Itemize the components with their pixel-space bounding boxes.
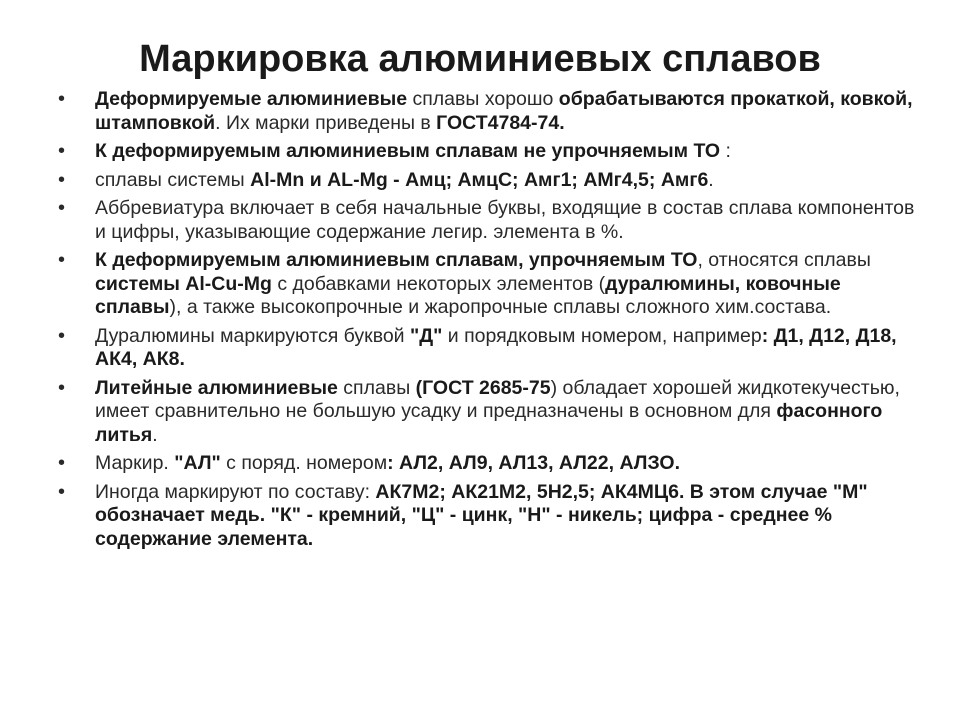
bold-text-segment: Al-Mn и AL-Mg - Амц; АмцС; Амг1; АМг4,5; Амг6 [250,168,709,191]
bold-text-segment: АК7М2; АК21М2, 5Н2,5; АК4МЦ6. В этом случае "М" обозначает медь. "К" - кремний, "Ц" - цинк, "Н" - никель; цифра - среднее % содержание элемента. [95,480,868,550]
bullet-item [58,249,918,320]
bold-text-segment: : АЛ2, АЛ9, АЛ13, АЛ22, АЛЗО. [387,452,681,474]
text-segment: сплавы [337,376,416,399]
bold-text-segment: ГОСТ4784-74. [436,111,565,134]
bold-text-segment: дуралюмины, ковочные сплавы [95,272,841,318]
bold-text-segment: : Д1, Д12, Д18, АК4, АК8. [95,324,897,370]
bold-text-segment: К деформируемым алюминиевым сплавам не упрочняемым ТО [95,140,721,162]
bullet-dot-icon: • [58,324,66,347]
bullet-dot-icon: • [58,140,66,162]
text-segment: , относятся сплавы [697,249,871,271]
bullet-item [58,481,918,552]
text-segment: : [720,140,731,162]
bullet-item [58,325,918,372]
bold-text-segment: Деформируемые алюминиевые [95,88,408,110]
bullet-text [95,88,913,134]
text-segment: . [708,168,714,191]
text-segment: с поряд. номером [220,452,388,474]
text-segment: Аббревиатура включает в себя начальные буквы, входящие в состав сплава компонентов и цифры, указывающие содержание легир. элемента в %. [95,197,915,243]
bold-text-segment: фасонного литья [95,400,883,446]
text-segment: Иногда маркируют по составу: [95,480,376,503]
bullet-text [95,325,897,371]
text-segment: . [152,423,158,446]
text-segment: и порядковым номером, например [442,324,762,347]
bold-text-segment: "Д" [410,324,443,347]
bold-text-segment: "АЛ" [174,452,221,474]
bullet-item [58,197,918,244]
bullet-text [95,140,731,162]
bullet-dot-icon: • [58,88,66,110]
bullet-text [95,169,714,191]
bullet-item [58,169,918,193]
bullet-dot-icon: • [58,480,66,503]
bold-text-segment: системы Al-Cu-Mg [95,272,272,295]
text-segment: . Их марки приведены в [215,111,437,134]
bold-text-segment: обрабатываются прокаткой, ковкой, штамповкой [95,88,913,134]
bullet-dot-icon: • [58,168,66,191]
bullet-dot-icon: • [58,452,66,474]
bullet-item [58,452,918,476]
text-segment: Маркир. [95,452,175,474]
text-segment: ) обладает хорошей жидкотекучестью, имеет сравнительно не большую усадку и предназначены в основном для [95,376,900,422]
bullet-text [95,249,871,318]
bullet-list [58,88,918,556]
bullet-text [95,481,868,550]
bold-text-segment: К деформируемым алюминиевым сплавам, упрочняемым ТО [95,249,698,271]
text-segment: сплавы хорошо [407,88,559,110]
text-segment: сплавы системы [95,168,251,191]
text-segment: с добавками некоторых элементов ( [271,272,606,295]
bullet-item [58,88,918,135]
bullet-item [58,140,918,164]
bullet-text [95,197,914,243]
bold-text-segment: (ГОСТ 2685-75 [415,376,551,399]
bullet-item [58,377,918,448]
bullet-text [95,377,900,446]
bold-text-segment: Литейные алюминиевые [95,376,338,399]
text-segment: Дуралюмины маркируются буквой [95,324,410,347]
bullet-dot-icon: • [58,197,66,219]
bullet-dot-icon: • [58,249,66,271]
text-segment: ), а также высокопрочные и жаропрочные сплавы сложного хим.состава. [169,296,832,318]
bullet-dot-icon: • [58,376,66,399]
bullet-text [95,452,680,474]
slide-title: Маркировка алюминиевых сплавов [139,38,821,80]
